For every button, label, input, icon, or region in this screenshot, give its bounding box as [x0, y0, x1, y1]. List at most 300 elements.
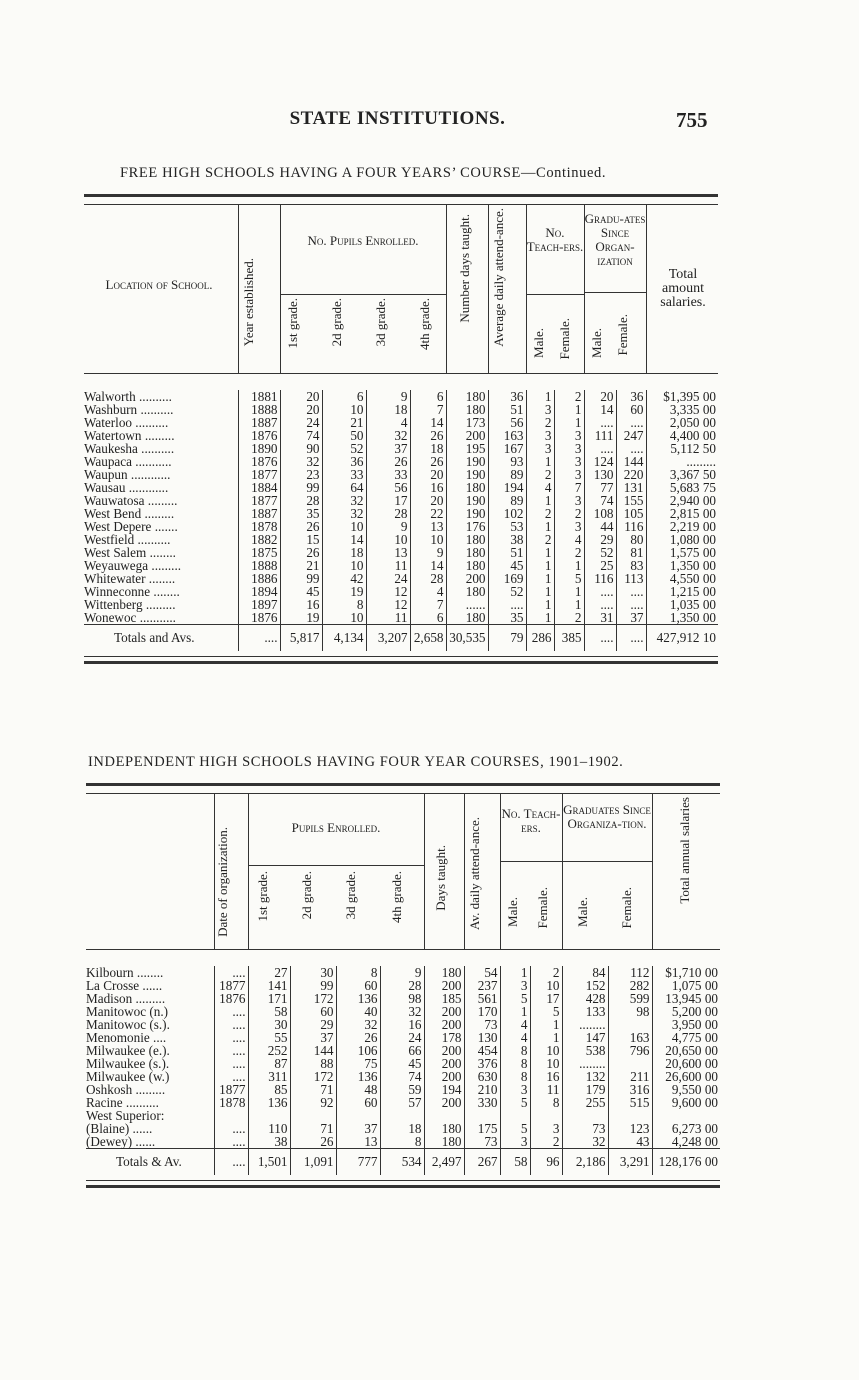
cell: 36 [616, 390, 646, 403]
cell: 56 [366, 481, 410, 494]
cell: 16 [280, 598, 322, 611]
cell: 29 [584, 533, 616, 546]
row-label: West Depere ....... [84, 519, 178, 534]
cell: 13,945 00 [652, 992, 720, 1005]
cell: 428 [562, 992, 608, 1005]
cell: 1 [526, 546, 554, 559]
table2-bottom-rule [86, 1185, 720, 1188]
row-label: Racine .......... [86, 1095, 159, 1110]
cell: 20 [280, 390, 322, 403]
cell: 180 [446, 403, 488, 416]
cell: .... [616, 625, 646, 652]
cell: 8 [322, 598, 366, 611]
cell: 74 [280, 429, 322, 442]
cell: 26 [410, 429, 446, 442]
cell: 200 [424, 1044, 464, 1057]
cell: 200 [424, 1070, 464, 1083]
cell: .... [584, 442, 616, 455]
cell: 37 [336, 1122, 380, 1135]
cell: 50 [322, 429, 366, 442]
cell: 247 [616, 429, 646, 442]
table2-header-salaries: Total annual salaries [677, 797, 692, 904]
cell: 43 [608, 1135, 652, 1149]
cell: 28 [366, 507, 410, 520]
table1-header-location: Location of School. [105, 277, 213, 292]
cell: 14 [410, 416, 446, 429]
row-label: Manitowoc (s.). [86, 1017, 170, 1032]
cell: 10 [530, 1057, 562, 1070]
cell: 30 [248, 1018, 290, 1031]
cell: 1876 [238, 611, 280, 625]
table2-header-date: Date of organization. [215, 827, 230, 937]
cell: .... [488, 598, 526, 611]
cell: 48 [336, 1083, 380, 1096]
cell: 3 [554, 442, 584, 455]
cell: 180 [446, 559, 488, 572]
cell: 9 [366, 520, 410, 533]
cell: 190 [446, 468, 488, 481]
cell: 35 [280, 507, 322, 520]
cell: 2,815 00 [646, 507, 718, 520]
cell: 194 [488, 481, 526, 494]
cell: 175 [464, 1122, 500, 1135]
table1-header [84, 198, 718, 373]
row-label: Whitewater ........ [84, 571, 176, 586]
cell: 2 [554, 390, 584, 403]
cell: .... [584, 416, 616, 429]
table-row [86, 1083, 720, 1096]
cell: $1,710 00 [652, 966, 720, 979]
totals-row [86, 1149, 720, 1176]
running-header: STATE INSTITUTIONS. [289, 108, 506, 129]
row-label: Madison ......... [86, 991, 166, 1006]
cell: .... [214, 1018, 248, 1031]
cell: 180 [446, 533, 488, 546]
cell: 1886 [238, 572, 280, 585]
cell: 5 [500, 992, 530, 1005]
table1-header-graduates: Gradu-ates Since Organ-ization [584, 211, 646, 268]
table-row [86, 979, 720, 992]
cell: 10 [410, 533, 446, 546]
table-row [86, 1122, 720, 1135]
cell: 1,350 00 [646, 611, 718, 625]
cell: 1881 [238, 390, 280, 403]
cell: 116 [584, 572, 616, 585]
cell: 599 [608, 992, 652, 1005]
cell: 194 [424, 1083, 464, 1096]
cell: 2 [526, 533, 554, 546]
cell: 131 [616, 481, 646, 494]
table2-header-pupils: Pupils Enrolled. [291, 820, 381, 835]
cell: 23 [280, 468, 322, 481]
row-label: West Bend ......... [84, 506, 175, 521]
cell: 26,600 00 [652, 1070, 720, 1083]
cell: 1877 [214, 1083, 248, 1096]
table2-bottom-rule [86, 1180, 720, 1181]
table2-top-rule [86, 783, 720, 786]
cell: 45 [380, 1057, 424, 1070]
cell: 1876 [238, 429, 280, 442]
cell: 45 [280, 585, 322, 598]
cell: 3,367 50 [646, 468, 718, 481]
cell: 3 [554, 520, 584, 533]
cell: 16 [410, 481, 446, 494]
row-label: Weyauwega ......... [84, 558, 182, 573]
cell: 796 [608, 1044, 652, 1057]
cell: 37 [290, 1031, 336, 1044]
cell: 10 [322, 403, 366, 416]
cell: 561 [464, 992, 500, 1005]
row-label: Waupaca ........... [84, 454, 172, 469]
cell: 123 [608, 1122, 652, 1135]
table-row [86, 1070, 720, 1083]
cell: 17 [366, 494, 410, 507]
cell: 311 [248, 1070, 290, 1083]
cell: 1888 [238, 403, 280, 416]
table1-bottom-rule [84, 661, 718, 664]
table1-top-rule [84, 194, 718, 197]
table1-header-rule [84, 204, 718, 205]
cell: 180 [446, 585, 488, 598]
cell: 89 [488, 494, 526, 507]
cell: 108 [584, 507, 616, 520]
cell: 88 [290, 1057, 336, 1070]
row-label: Milwaukee (s.). [86, 1056, 170, 1071]
cell: 24 [380, 1031, 424, 1044]
cell: 190 [446, 494, 488, 507]
row-label: Westfield .......... [84, 532, 171, 547]
cell: 252 [248, 1044, 290, 1057]
cell: 10 [366, 533, 410, 546]
cell: .... [238, 625, 280, 652]
table1-header-teachers: No. Teach-ers. [526, 225, 584, 254]
cell: 136 [336, 1070, 380, 1083]
cell: .... [214, 1005, 248, 1018]
cell: 255 [562, 1096, 608, 1109]
cell: 1,575 00 [646, 546, 718, 559]
cell: 163 [608, 1031, 652, 1044]
cell: 21 [322, 416, 366, 429]
cell: 98 [380, 992, 424, 1005]
cell: 38 [248, 1135, 290, 1149]
cell: 4 [554, 533, 584, 546]
cell: 515 [608, 1096, 652, 1109]
cell: 1 [554, 559, 584, 572]
cell: 8 [500, 1044, 530, 1057]
cell: 3,291 [608, 1149, 652, 1176]
cell: 286 [526, 625, 554, 652]
cell: 1 [526, 559, 554, 572]
cell: 26 [290, 1135, 336, 1149]
cell: 13 [336, 1135, 380, 1149]
cell: 19 [322, 585, 366, 598]
cell: 21 [280, 559, 322, 572]
cell: 630 [464, 1070, 500, 1083]
totals-row [84, 625, 718, 652]
cell: 777 [336, 1149, 380, 1176]
cell: 4,134 [322, 625, 366, 652]
cell: 180 [446, 390, 488, 403]
cell: ...... [446, 598, 488, 611]
cell: 172 [290, 992, 336, 1005]
cell: 36 [322, 455, 366, 468]
cell: 427,912 10 [646, 625, 718, 652]
row-label: Wonewoc ........... [84, 610, 176, 625]
cell: 16 [380, 1018, 424, 1031]
cell: 2,658 [410, 625, 446, 652]
cell: 77 [584, 481, 616, 494]
cell: 51 [488, 546, 526, 559]
row-label: Washburn .......... [84, 402, 174, 417]
cell: 180 [424, 966, 464, 979]
cell: .... [214, 1070, 248, 1083]
cell: 3,335 00 [646, 403, 718, 416]
cell: .... [214, 1149, 248, 1176]
table2-header [86, 787, 720, 949]
cell: 99 [290, 979, 336, 992]
cell: .... [616, 416, 646, 429]
cell: 171 [248, 992, 290, 1005]
cell: 12 [366, 585, 410, 598]
cell: 5 [500, 1122, 530, 1135]
table1-header-grad-male: Male. [589, 328, 604, 358]
cell: 2 [526, 468, 554, 481]
cell: 538 [562, 1044, 608, 1057]
cell: 200 [424, 1005, 464, 1018]
cell: 13 [366, 546, 410, 559]
row-label: Menomonie .... [86, 1030, 167, 1045]
cell: 28 [280, 494, 322, 507]
cell: 71 [290, 1083, 336, 1096]
cell: 267 [464, 1149, 500, 1176]
table2-body [86, 966, 720, 1175]
cell: .... [214, 966, 248, 979]
cell: 9 [380, 966, 424, 979]
cell: .... [584, 585, 616, 598]
cell: 169 [488, 572, 526, 585]
cell: 12 [366, 598, 410, 611]
cell: 31 [584, 611, 616, 625]
cell: 4,775 00 [652, 1031, 720, 1044]
cell: 200 [424, 1057, 464, 1070]
cell: 1877 [214, 979, 248, 992]
cell: 73 [562, 1122, 608, 1135]
cell: 80 [616, 533, 646, 546]
cell: 14 [410, 559, 446, 572]
cell: 79 [488, 625, 526, 652]
cell: 133 [562, 1005, 608, 1018]
cell: 136 [336, 992, 380, 1005]
cell: 1,080 00 [646, 533, 718, 546]
row-label: Wausau ............ [84, 480, 169, 495]
cell: .... [214, 1057, 248, 1070]
cell: 89 [488, 468, 526, 481]
cell: 5,817 [280, 625, 322, 652]
cell: 28 [380, 979, 424, 992]
cell: 32 [562, 1135, 608, 1149]
cell: 9 [410, 546, 446, 559]
cell: 98 [608, 1005, 652, 1018]
cell: 180 [446, 481, 488, 494]
cell: 2 [554, 507, 584, 520]
cell: 200 [424, 1096, 464, 1109]
cell: 3 [554, 429, 584, 442]
row-label: West Salem ........ [84, 545, 176, 560]
cell: 93 [488, 455, 526, 468]
cell: 1876 [238, 455, 280, 468]
cell: .... [616, 442, 646, 455]
cell: 8 [530, 1096, 562, 1109]
cell: 3,950 00 [652, 1018, 720, 1031]
cell: 6 [410, 611, 446, 625]
cell: 96 [530, 1149, 562, 1176]
cell: 179 [562, 1083, 608, 1096]
cell: 1894 [238, 585, 280, 598]
cell: 11 [366, 611, 410, 625]
row-label: Waukesha .......... [84, 441, 175, 456]
cell: 173 [446, 416, 488, 429]
cell: 17 [530, 992, 562, 1005]
cell: 1 [526, 598, 554, 611]
cell: 1887 [238, 416, 280, 429]
cell: 26 [280, 520, 322, 533]
cell: 20 [410, 494, 446, 507]
cell: 32 [336, 1018, 380, 1031]
row-label: (Blaine) ...... [86, 1121, 153, 1136]
cell: 22 [410, 507, 446, 520]
cell: 75 [336, 1057, 380, 1070]
cell: 2 [526, 507, 554, 520]
cell: 24 [366, 572, 410, 585]
cell: 3 [526, 403, 554, 416]
cell: 11 [530, 1083, 562, 1096]
cell: 15 [280, 533, 322, 546]
table1-header-attendance: Average daily attend-ance. [491, 208, 506, 347]
cell: 2,186 [562, 1149, 608, 1176]
table2-header-days: Days taught. [433, 845, 448, 911]
cell: 4 [526, 481, 554, 494]
cell: 170 [464, 1005, 500, 1018]
table1-body [84, 390, 718, 651]
cell: 3 [526, 442, 554, 455]
cell: 5,200 00 [652, 1005, 720, 1018]
cell: ........ [562, 1057, 608, 1070]
cell: 176 [446, 520, 488, 533]
row-label: Milwaukee (e.). [86, 1043, 170, 1058]
table1-header-pupils: No. Pupils Enrolled. [307, 233, 419, 248]
cell: 36 [488, 390, 526, 403]
cell: 32 [322, 507, 366, 520]
cell: 147 [562, 1031, 608, 1044]
cell: 210 [464, 1083, 500, 1096]
cell: 211 [608, 1070, 652, 1083]
cell: 24 [280, 416, 322, 429]
cell: 74 [380, 1070, 424, 1083]
cell: 1887 [238, 507, 280, 520]
cell: 2,050 00 [646, 416, 718, 429]
table2-header-grade-3: 3d grade. [343, 871, 358, 920]
cell: 32 [280, 455, 322, 468]
cell: 52 [584, 546, 616, 559]
cell: 2,219 00 [646, 520, 718, 533]
cell: 32 [366, 429, 410, 442]
cell: 25 [584, 559, 616, 572]
cell: 1876 [214, 992, 248, 1005]
cell: 11 [366, 559, 410, 572]
cell: 1 [530, 1018, 562, 1031]
cell: 30,535 [446, 625, 488, 652]
cell: 55 [248, 1031, 290, 1044]
table1-header-grade-2: 2d grade. [329, 298, 344, 347]
table-row [86, 992, 720, 1005]
cell: 58 [248, 1005, 290, 1018]
cell: 57 [380, 1096, 424, 1109]
cell: 316 [608, 1083, 652, 1096]
cell: 30 [290, 966, 336, 979]
cell: .... [584, 625, 616, 652]
cell: 4,400 00 [646, 429, 718, 442]
row-label: Wittenberg ......... [84, 597, 176, 612]
cell: 282 [608, 979, 652, 992]
cell: 8 [500, 1070, 530, 1083]
cell: 99 [280, 481, 322, 494]
cell: 330 [464, 1096, 500, 1109]
table2-header-male: Male. [505, 897, 520, 927]
cell: 45 [488, 559, 526, 572]
cell: 5 [554, 572, 584, 585]
cell: 8 [500, 1057, 530, 1070]
row-label: La Crosse ...... [86, 978, 163, 993]
cell: 105 [616, 507, 646, 520]
cell: 92 [290, 1096, 336, 1109]
cell: 3 [500, 979, 530, 992]
cell: 180 [424, 1135, 464, 1149]
cell: 26 [336, 1031, 380, 1044]
table2-header-graduates: Graduates Since Organiza-tion. [563, 802, 651, 831]
cell: 42 [322, 572, 366, 585]
cell: 1890 [238, 442, 280, 455]
cell: 20 [280, 403, 322, 416]
cell: 130 [584, 468, 616, 481]
cell: 1 [500, 1005, 530, 1018]
cell: 10 [322, 611, 366, 625]
cell: 35 [488, 611, 526, 625]
cell: 124 [584, 455, 616, 468]
cell: 4 [500, 1018, 530, 1031]
cell: 29 [290, 1018, 336, 1031]
table2-header-grade-4: 4th grade. [389, 871, 404, 923]
cell: 60 [616, 403, 646, 416]
table-row [86, 1096, 720, 1109]
cell: 71 [290, 1122, 336, 1135]
cell: 128,176 00 [652, 1149, 720, 1176]
cell: 141 [248, 979, 290, 992]
cell: 3 [500, 1135, 530, 1149]
cell: 53 [488, 520, 526, 533]
table2-header-grad-female: Female. [619, 887, 634, 929]
table-row [86, 1057, 720, 1070]
cell: 4,550 00 [646, 572, 718, 585]
cell: 7 [554, 481, 584, 494]
table-row [86, 1135, 720, 1149]
cell: .... [214, 1044, 248, 1057]
cell: 144 [290, 1044, 336, 1057]
table-row [84, 611, 718, 625]
cell: 180 [424, 1122, 464, 1135]
cell: 38 [488, 533, 526, 546]
cell: 132 [562, 1070, 608, 1083]
cell: 3 [530, 1122, 562, 1135]
